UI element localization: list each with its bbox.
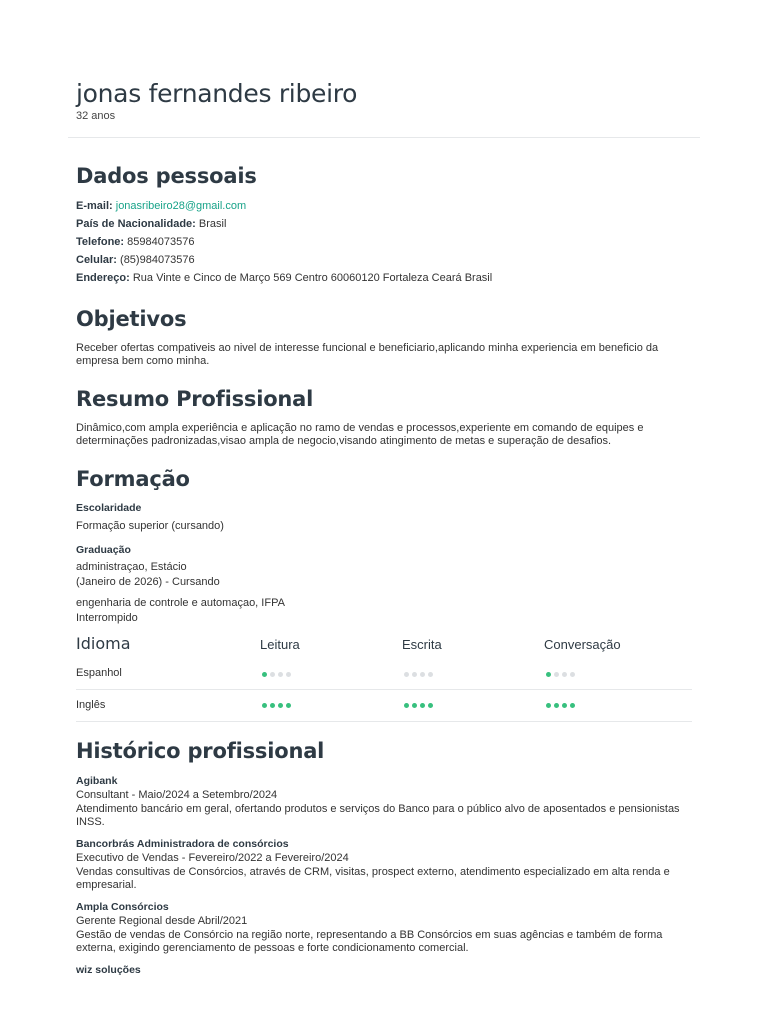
history-section [76, 738, 692, 977]
speak-level [546, 703, 575, 708]
graduation-item [76, 560, 692, 590]
read-level [262, 703, 291, 708]
objectives-text: Receber ofertas compativeis ao nivel de interesse funcional e beneficiario,aplicando minha experiencia em beneficio da empresa bem como minha. [76, 342, 659, 367]
job-role: Consultant - Maio/2024 a Setembro/2024 [76, 789, 278, 801]
job-entry [76, 774, 692, 829]
level-dot-filled [270, 703, 275, 708]
mobile-label: Celular: [76, 254, 117, 266]
job-description: Atendimento bancário em geral, ofertando produtos e serviços do Banco para o público alvo de aposentados e pensionistas INSS. [76, 803, 680, 828]
job-company: Ampla Consórcios [76, 901, 169, 913]
address-value: Rua Vinte e Cinco de Março 569 Centro 60060120 Fortaleza Ceará Brasil [132, 272, 493, 284]
graduation-label: Graduação [76, 544, 131, 556]
section-title: Resumo Profissional [76, 387, 314, 411]
level-dot-empty [428, 672, 433, 677]
level-dot-filled [546, 672, 551, 677]
level-dot-filled [570, 703, 575, 708]
personal-data-section [76, 163, 692, 287]
schooling-value: Formação superior (cursando) [76, 520, 224, 532]
country-line [76, 215, 692, 233]
language-row [76, 690, 692, 722]
level-dot-empty [286, 672, 291, 677]
language-name: Inglês [76, 699, 106, 711]
summary-text: Dinâmico,com ampla experiência e aplicação no ramo de vendas e processos,experiente em comando de equipes e determinações padronizadas,visao ampla de negocio,visando atingimento de metas e superação de desafios. [76, 422, 644, 447]
section-title: Formação [76, 467, 190, 491]
section-title: Histórico profissional [76, 739, 325, 763]
level-dot-filled [412, 703, 417, 708]
mobile-line [76, 251, 692, 269]
phone-line [76, 233, 692, 251]
job-company: Agibank [76, 775, 118, 787]
level-dot-filled [404, 703, 409, 708]
level-dot-filled [428, 703, 433, 708]
job-entry [76, 900, 692, 955]
phone-value: 85984073576 [127, 236, 195, 248]
header-divider [68, 137, 700, 138]
section-title: Dados pessoais [76, 164, 257, 188]
level-dot-empty [412, 672, 417, 677]
level-dot-filled [554, 703, 559, 708]
job-company: wiz soluções [76, 964, 141, 976]
read-level [262, 672, 291, 677]
address-label: Endereço: [76, 272, 130, 284]
graduation-status: Interrompido [76, 612, 138, 624]
mobile-value: (85)984073576 [120, 254, 195, 266]
level-dot-empty [270, 672, 275, 677]
level-dot-empty [420, 672, 425, 677]
level-dot-empty [278, 672, 283, 677]
email-label: E-mail: [76, 200, 113, 212]
level-dot-filled [278, 703, 283, 708]
language-title: Idioma [76, 634, 131, 653]
summary-section [76, 386, 692, 448]
level-dot-filled [420, 703, 425, 708]
level-dot-empty [562, 672, 567, 677]
col-read: Leitura [260, 637, 300, 652]
objectives-section [76, 306, 692, 368]
job-company: Bancorbrás Administradora de consórcios [76, 838, 289, 850]
phone-label: Telefone: [76, 236, 125, 248]
level-dot-empty [570, 672, 575, 677]
address-line [76, 269, 692, 287]
job-description: Gestão de vendas de Consórcio na região norte, representando a BB Consórcios em suas agências e também de forma externa, exigindo gerenciamento de pessoas e forte condicionamento comercial. [76, 929, 663, 954]
write-level [404, 672, 433, 677]
candidate-name: jonas fernandes ribeiro [76, 79, 358, 108]
email-link[interactable]: jonasribeiro28@gmail.com [115, 200, 247, 212]
write-level [404, 703, 433, 708]
job-entry [76, 963, 692, 977]
col-speak: Conversação [544, 637, 621, 652]
level-dot-filled [262, 703, 267, 708]
education-section [76, 466, 692, 626]
level-dot-empty [404, 672, 409, 677]
job-role: Gerente Regional desde Abril/2021 [76, 915, 248, 927]
schooling-label: Escolaridade [76, 502, 142, 514]
level-dot-filled [562, 703, 567, 708]
email-line [76, 197, 692, 215]
country-label: País de Nacionalidade: [76, 218, 196, 230]
country-value: Brasil [198, 218, 227, 230]
speak-level [546, 672, 575, 677]
job-role: Executivo de Vendas - Fevereiro/2022 a Fevereiro/2024 [76, 852, 349, 864]
level-dot-filled [262, 672, 267, 677]
language-table-header [76, 634, 692, 656]
level-dot-filled [546, 703, 551, 708]
job-entry [76, 837, 692, 892]
section-title: Objetivos [76, 307, 187, 331]
graduation-course: engenharia de controle e automaçao, IFPA [76, 597, 285, 609]
graduation-course: administraçao, Estácio [76, 561, 187, 573]
col-write: Escrita [402, 637, 442, 652]
candidate-age: 32 anos [76, 110, 116, 122]
level-dot-empty [554, 672, 559, 677]
language-name: Espanhol [76, 667, 122, 679]
resume-header [76, 78, 357, 122]
level-dot-filled [286, 703, 291, 708]
job-description: Vendas consultivas de Consórcios, através de CRM, visitas, prospect externo, atendimento especializado em alta renda e empresarial. [76, 866, 670, 891]
language-row [76, 658, 692, 690]
graduation-item [76, 596, 692, 626]
graduation-status: (Janeiro de 2026) - Cursando [76, 576, 220, 588]
